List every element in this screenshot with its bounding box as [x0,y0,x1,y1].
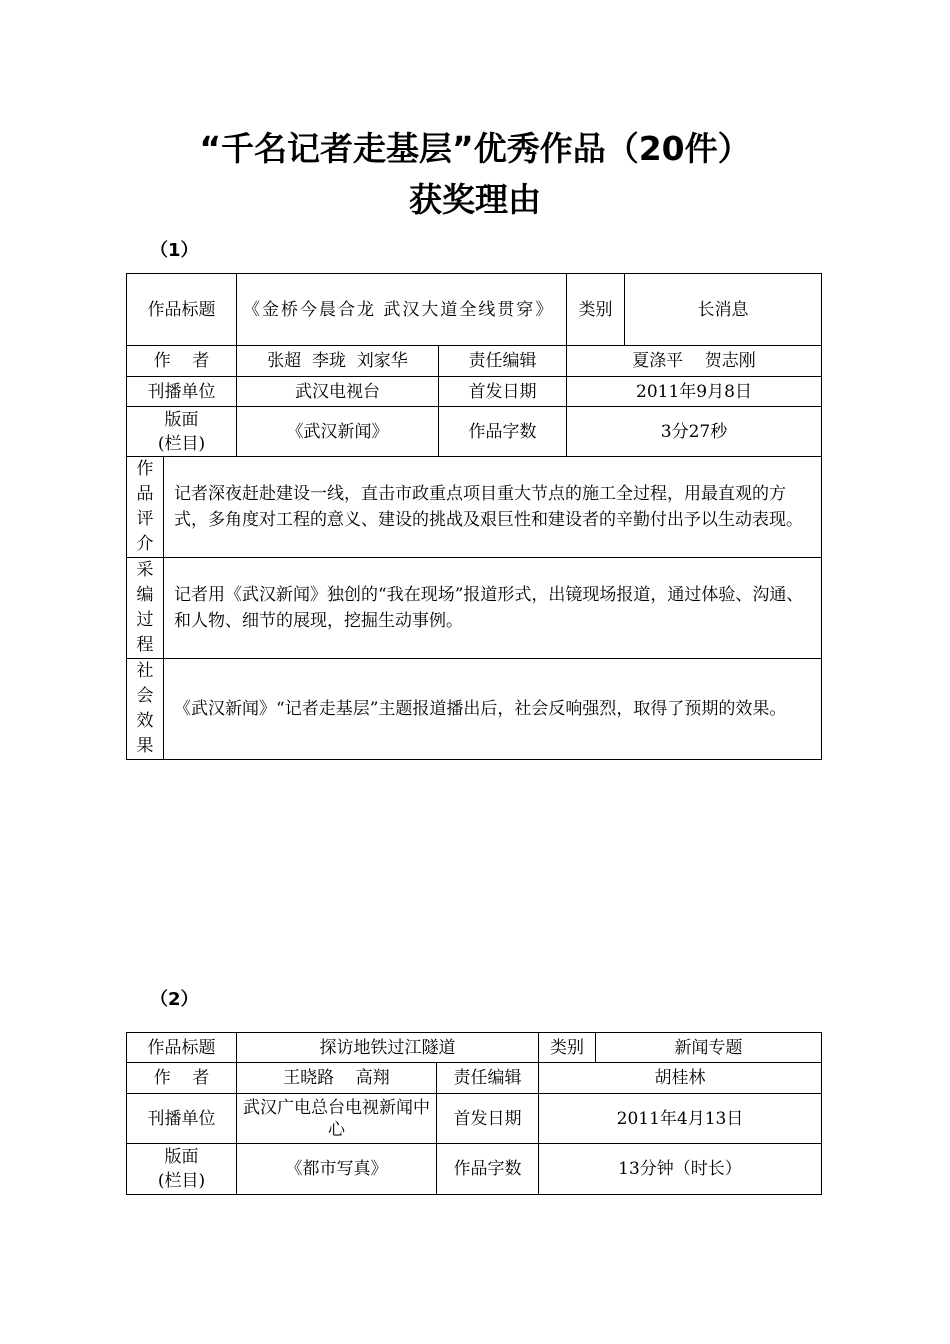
column-label [127,1144,237,1195]
process-label: 采编过程 [127,558,164,659]
effect-label: 社会效果 [127,659,164,760]
editor-value: 胡桂林 [539,1063,822,1094]
effect-text: 《武汉新闻》“记者走基层”主题报道播出后，社会反响强烈，取得了预期的效果。 [164,659,822,760]
words-value: 3分27秒 [567,407,822,457]
entry-2-label: （2） [150,989,199,1010]
title-label: 作品标题 [127,274,237,346]
column-label-line1: 版面 [164,1147,199,1167]
review-label: 作品评介 [127,457,164,558]
type-value: 长消息 [625,274,822,346]
column-label-line1: 版面 [164,409,199,430]
entry-2-table [126,1032,822,1195]
type-value: 新闻专题 [596,1033,822,1063]
editor-label: 责任编辑 [437,1063,539,1094]
date-label: 首发日期 [439,377,567,407]
type-label: 类别 [567,274,625,346]
author-value: 王晓路 高翔 [237,1063,437,1094]
process-text: 记者用《武汉新闻》独创的“我在现场”报道形式，出镜现场报道，通过体验、沟通、和人物、细节的展现，挖掘生动事例。 [164,558,822,659]
publisher-value: 武汉广电总台电视新闻中心 [237,1094,437,1144]
publisher-label: 刊播单位 [127,377,237,407]
date-value: 2011年4月13日 [539,1094,822,1144]
date-label: 首发日期 [437,1094,539,1144]
words-label: 作品字数 [437,1144,539,1195]
review-text: 记者深夜赶赴建设一线，直击市政重点项目重大节点的施工全过程，用最直观的方式，多角度对工程的意义、建设的挑战及艰巨性和建设者的辛勤付出予以生动表现。 [164,457,822,558]
entry-1-table [126,273,822,760]
entry-1-label: （1） [150,240,199,261]
publisher-label: 刊播单位 [127,1094,237,1144]
column-value: 《武汉新闻》 [237,407,439,457]
author-value: 张超 李珑 刘家华 [237,346,439,377]
document-title-line2: 获奖理由 [409,180,541,219]
author-label: 作 者 [127,1063,237,1094]
column-value: 《都市写真》 [237,1144,437,1195]
document-title-line1: “千名记者走基层”优秀作品（20件） [199,129,751,168]
words-value: 13分钟（时长） [539,1144,822,1195]
editor-value: 夏涤平 贺志刚 [567,346,822,377]
date-value: 2011年9月8日 [567,377,822,407]
editor-label: 责任编辑 [439,346,567,377]
column-label-line2: (栏目) [157,433,206,454]
column-label-line2: (栏目) [157,1171,206,1191]
column-label [127,407,237,457]
title-value: 探访地铁过江隧道 [237,1033,539,1063]
title-label: 作品标题 [127,1033,237,1063]
title-value: 《金桥今晨合龙 武汉大道全线贯穿》 [237,274,567,346]
type-label: 类别 [539,1033,596,1063]
author-label: 作 者 [127,346,237,377]
publisher-value: 武汉电视台 [237,377,439,407]
words-label: 作品字数 [439,407,567,457]
